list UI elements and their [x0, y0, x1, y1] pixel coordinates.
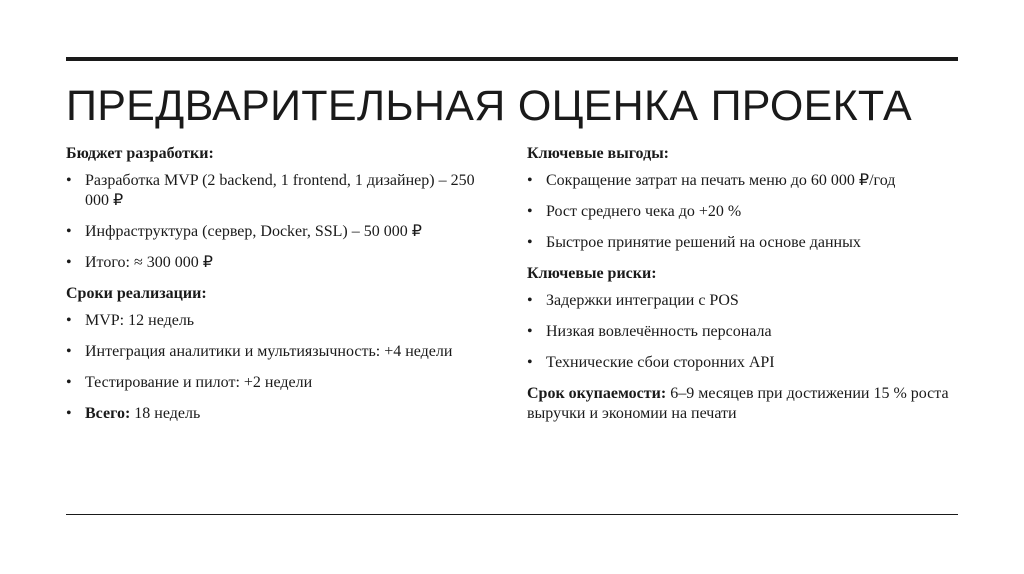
risks-heading: Ключевые риски: [527, 265, 657, 282]
benefits-list [527, 171, 959, 253]
bullet-icon: • [527, 292, 533, 309]
right-column [527, 140, 959, 424]
list-item: • Инфраструктура (сервер, Docker, SSL) – 50 000 ₽ [66, 223, 422, 240]
bottom-divider [66, 514, 958, 515]
bullet-icon: • [66, 254, 72, 271]
list-item: • Технические сбои сторонних API [527, 354, 775, 371]
slide-title: ПРЕДВАРИТЕЛЬНАЯ ОЦЕНКА ПРОЕКТА [66, 82, 913, 130]
timeline-total [66, 404, 496, 424]
bullet-icon: • [66, 223, 72, 240]
list-item: • Сокращение затрат на печать меню до 60 000 ₽/год [527, 172, 896, 189]
list-item: • Задержки интеграции с POS [527, 292, 739, 309]
list-item: • Низкая вовлечённость персонала [527, 323, 772, 340]
bullet-icon: • [527, 203, 533, 220]
list-item: • MVP: 12 недель [66, 312, 195, 329]
bullet-icon: • [527, 354, 533, 371]
payback-label: Срок окупаемости: [527, 385, 667, 402]
left-column [66, 140, 496, 435]
list-item: • Быстрое принятие решений на основе данных [527, 234, 861, 251]
bullet-icon: • [527, 172, 533, 189]
payback-text: 6–9 месяцев при достижении 15 % роста выручки и экономии на печати [527, 385, 949, 422]
payback-paragraph [527, 384, 959, 424]
list-item: • Рост среднего чека до +20 % [527, 203, 742, 220]
bullet-icon: • [66, 172, 72, 189]
risks-list [527, 291, 959, 373]
bullet-icon: • [66, 312, 72, 329]
bullet-icon: • [527, 234, 533, 251]
total-value: 18 недель [130, 405, 201, 422]
list-item: • Интеграция аналитики и мультиязычность: +4 недели [66, 343, 453, 360]
list-item: • Разработка MVP (2 backend, 1 frontend, 1 дизайнер) – 250 000 ₽ [66, 172, 475, 209]
bullet-icon: • [66, 374, 72, 391]
bullet-icon: • [527, 323, 533, 340]
total-label: Всего: [85, 405, 131, 422]
timeline-heading: Сроки реализации: [66, 285, 207, 302]
budget-list [66, 171, 496, 273]
benefits-heading: Ключевые выгоды: [527, 145, 670, 162]
list-item: • Итого: ≈ 300 000 ₽ [66, 254, 213, 271]
top-divider [66, 57, 958, 61]
bullet-icon: • [66, 343, 72, 360]
timeline-list [66, 311, 496, 424]
list-item: • Тестирование и пилот: +2 недели [66, 374, 313, 391]
bullet-icon: • [66, 405, 72, 422]
budget-heading: Бюджет разработки: [66, 145, 214, 162]
